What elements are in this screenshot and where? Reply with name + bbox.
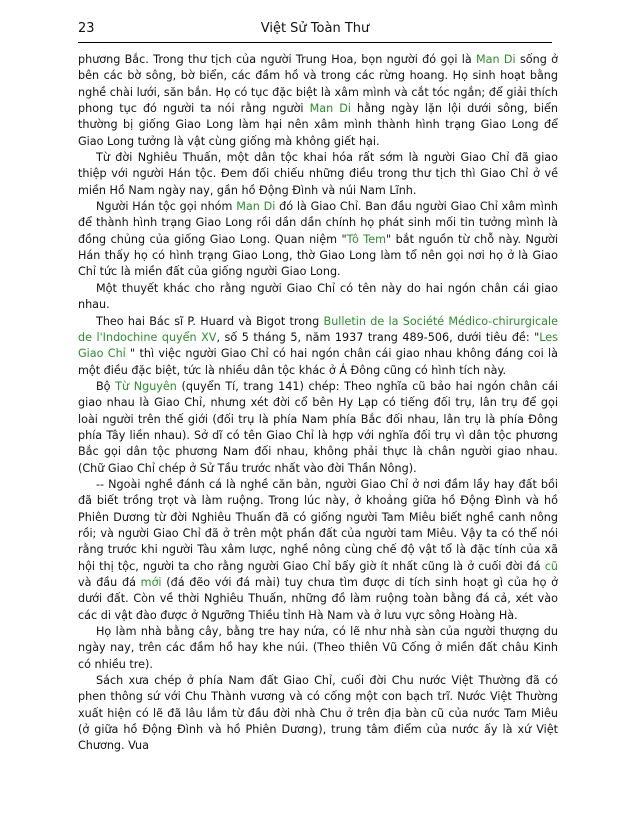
text-run: Bộ — [96, 379, 116, 393]
text-run: sống ở bên các bờ sông, bờ biển, các đầm hồ và trong các rừng hoang. Họ sinh hoạt bằng nghề chài lưới, săn bắn. Họ có tục đặc biệt là xâm mình và cắt tóc ngắn; để giải thích phong tục đó người ta nói rằng người — [78, 53, 558, 116]
highlighted-term: cũ — [544, 559, 558, 573]
text-run: phương Bắc. Trong thư tịch của người Trung Hoa, bọn người đó gọi là — [78, 53, 477, 66]
paragraph-3 — [78, 199, 558, 281]
text-run: (đá đẽo với đá mài) tuy chưa tìm được di tích sinh hoạt gì của họ ở dưới đất. Còn về thời Nghiêu Thuấn, những đồ làm ruộng toàn bằng đá cả, xét vào các di vật đào được ở Ngưỡng Thiều tỉnh Hà Nam và ở lưu vực sông Hoàng Hà. — [78, 576, 558, 622]
paragraph-2: Từ đời Nghiêu Thuấn, một dân tộc khai hóa rất sớm là người Giao Chỉ đã giao thiệp với người Hán tộc. Đem đối chiếu những điều trong thư tịch thì Giao Chỉ ở về miền Hồ Nam ngày nay, gần hồ Động Đình và núi Nam Lĩnh. — [78, 151, 558, 197]
highlighted-term: Từ Nguyên — [115, 379, 177, 393]
page-body — [78, 52, 558, 755]
text-run: và đầu đá — [78, 576, 141, 589]
text-run: đó là Giao Chỉ. Ban đầu người Giao Chỉ xâm mình để thành hình trạng Giao Long rồi dần dần chính họ phát sinh mối tin tưởng mình là đồng chủng của giống Giao Long. Quan niệm " — [78, 200, 558, 246]
paragraph-7 — [78, 477, 558, 624]
text-run: , số 5 tháng 5, năm 1937 trang 489-506, dưới tiêu đề: " — [216, 330, 540, 344]
paragraph-9: Sách xưa chép ở phía Nam đất Giao Chỉ, cuối đời Chu nước Việt Thường đã có phen thông sứ với Chu Thành vương và có cống một con bạch trĩ. Nước Việt Thường xuất hiện có lẽ đã lâu lắm từ đầu đời nhà Chu ở trên địa bàn cũ của nước Tam Miêu (ở giữa hồ Động Đình và hồ Phiên Dương), trung tâm điểm của nước ấy là xứ Việt Chương. Vua — [78, 674, 558, 753]
text-run: " thì việc người Giao Chỉ có hai ngón chân cái giao nhau không đáng coi là một điều đặc biệt, tức là nhiều dân tộc khác ở Á Đông cũng có hình tích này. — [78, 347, 558, 377]
text-run: Người Hán tộc gọi nhóm — [96, 200, 237, 214]
page-header — [78, 20, 552, 43]
highlighted-term: Man Di — [476, 53, 516, 66]
text-run: (quyển Tí, trang 141) chép: Theo nghĩa cũ bảo hai ngón chân cái giao nhau là Giao Chỉ, nhưng xét đời cổ bên Hy Lạp có tiếng đối trụ, lân trụ để gọi loài người trên thế giới (đối trụ là phía Nam phía Bắc đối nhau, lân trụ là phía Đông phía Tây liền nhau). Sở dĩ có tên Giao Chỉ là hợp với nghĩa đối trụ vì dân tộc phương Bắc gọi dân tộc phương Nam đối nhau, không phải thực là chân người giao nhau. (Chữ Giao Chỉ chép ở Sử Tầu trước nhất vào đời Thần Nông). — [78, 379, 558, 475]
paragraph-6 — [78, 379, 558, 477]
text-run: hằng ngày lặn lội dưới sông, biển thường bị giống Giao Long làm hại nên xâm mình thành hình trạng Giao Long để Giao Long tưởng là vật cùng giống mà không giết hại. — [78, 102, 558, 148]
highlighted-term: Man Di — [236, 200, 276, 214]
text-run: " bắt nguồn từ chỗ này. Người Hán thấy họ có hình trạng Giao Long, thờ Giao Long làm tổ nên gọi nơi họ ở là Giao Chỉ tức là miền đất của giống người Giao Long. — [78, 232, 558, 279]
highlighted-term: Man Di — [309, 102, 351, 116]
highlighted-term: Tô Tem — [346, 232, 387, 246]
text-run: -- Ngoài nghề đánh cá là nghề căn bản, người Giao Chỉ ở nơi đầm lầy hay đất bồi đã biết trồng trọt và làm ruộng. Trong lúc này, ở khoảng giữa hồ Động Đình và hồ Phiên Dương từ đời Nghiêu Thuấn đã có giống người Tam Miêu biết nghề canh nông rồi; và người Giao Chỉ đã ở trên một phần đất của người tam Miêu. Vậy ta có thể nói rằng trước khi người Tàu xâm lược, nghề nông cùng chế độ vật tổ là đặc tính của xã hội thị tộc, người ta cho rằng người Giao Chỉ bấy giờ ít nhất cũng là ở cuối đời đá — [78, 477, 558, 573]
highlighted-term: Bulletin de la Société Médico-chirurgicale de l'Indochine quyển XV — [78, 314, 558, 344]
text-run: Theo hai Bác sĩ P. Huard và Bigot trong — [96, 314, 324, 328]
book-title: Việt Sử Toàn Thư — [260, 21, 370, 36]
paragraph-5 — [78, 314, 558, 379]
paragraph-4: Một thuyết khác cho rằng người Giao Chỉ có tên này do hai ngón chân cái giao nhau. — [78, 281, 558, 312]
paragraph-8: Họ làm nhà bằng cây, bằng tre hay nứa, có lẽ như nhà sàn của người thượng du ngày nay, trên các đầm hồ hay khe núi. (Theo thiên Vũ Cống ở miền đất châu Kinh có nhiều tre). — [78, 625, 558, 671]
highlighted-term: Les Giao Chỉ — [78, 330, 558, 361]
paragraph-1 — [78, 52, 558, 150]
page-number: 23 — [78, 21, 95, 36]
highlighted-term: mới — [140, 576, 162, 589]
